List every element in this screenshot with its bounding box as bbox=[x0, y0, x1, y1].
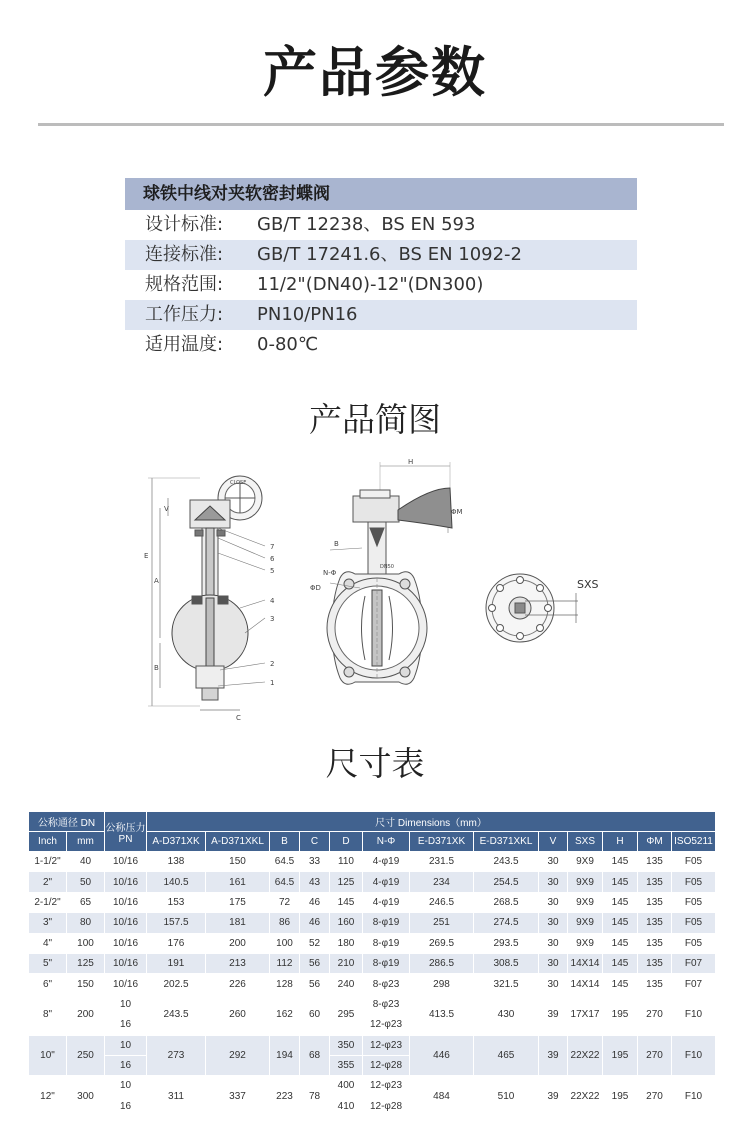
table-row bbox=[29, 913, 716, 933]
table-cell: 125 bbox=[330, 872, 363, 892]
table-cell: 413.5 bbox=[410, 994, 474, 1035]
dimension-label: N-Φ bbox=[323, 569, 337, 577]
table-cell: 10/16 bbox=[105, 953, 147, 973]
table-cell: 12-φ23 bbox=[363, 1035, 410, 1055]
table-cell: 195 bbox=[603, 1076, 638, 1117]
table-cell: 2" bbox=[29, 872, 67, 892]
flange-label: SXS bbox=[577, 578, 599, 591]
spec-row-connection-standard bbox=[125, 240, 637, 270]
table-cell: 2-1/2" bbox=[29, 892, 67, 912]
table-cell: 72 bbox=[270, 892, 300, 912]
table-cell: 446 bbox=[410, 1035, 474, 1076]
table-cell: 9X9 bbox=[568, 913, 603, 933]
table-cell: F10 bbox=[672, 1076, 716, 1117]
table-cell: 30 bbox=[539, 953, 568, 973]
table-cell: 254.5 bbox=[474, 872, 539, 892]
table-cell: 162 bbox=[270, 994, 300, 1035]
table-cell: 65 bbox=[67, 892, 105, 912]
table-cell: 321.5 bbox=[474, 974, 539, 994]
table-cell: 60 bbox=[300, 994, 330, 1035]
table-cell: 260 bbox=[206, 994, 270, 1035]
table-cell: 195 bbox=[603, 1035, 638, 1076]
part-number: 1 bbox=[270, 679, 275, 687]
table-row bbox=[29, 953, 716, 973]
spec-value: PN10/PN16 bbox=[257, 304, 358, 325]
table-cell: 56 bbox=[300, 953, 330, 973]
table-cell: 274.5 bbox=[474, 913, 539, 933]
dimension-label: ΦM bbox=[451, 508, 463, 516]
table-cell: 150 bbox=[67, 974, 105, 994]
table-cell: 56 bbox=[300, 974, 330, 994]
table-cell: 16 bbox=[105, 1015, 147, 1035]
table-cell: 52 bbox=[300, 933, 330, 953]
table-cell: 10 bbox=[105, 1076, 147, 1096]
table-cell: 145 bbox=[603, 852, 638, 872]
part-number: 2 bbox=[270, 660, 275, 668]
table-cell: 9X9 bbox=[568, 892, 603, 912]
table-cell: 191 bbox=[147, 953, 206, 973]
table-cell: 10/16 bbox=[105, 913, 147, 933]
column-header: H bbox=[603, 832, 638, 852]
handwheel-text: CLOSE bbox=[230, 480, 247, 486]
table-cell: 100 bbox=[67, 933, 105, 953]
table-row bbox=[29, 994, 716, 1014]
table-cell: 10/16 bbox=[105, 974, 147, 994]
spec-value: 11/2"(DN40)-12"(DN300) bbox=[257, 274, 484, 295]
table-cell: 251 bbox=[410, 913, 474, 933]
dimension-label: A bbox=[154, 577, 159, 585]
table-cell: 240 bbox=[330, 974, 363, 994]
column-header: V bbox=[539, 832, 568, 852]
dimension-label: V bbox=[164, 505, 169, 513]
table-cell: 145 bbox=[330, 892, 363, 912]
table-row bbox=[29, 892, 716, 912]
page-title: 产品参数 bbox=[263, 41, 487, 104]
table-cell: 125 bbox=[67, 953, 105, 973]
column-header: D bbox=[330, 832, 363, 852]
table-cell: 181 bbox=[206, 913, 270, 933]
valve-diagram bbox=[140, 458, 610, 728]
table-cell: 39 bbox=[539, 1035, 568, 1076]
table-cell: 3" bbox=[29, 913, 67, 933]
table-cell: 138 bbox=[147, 852, 206, 872]
nameplate-text: DN50 bbox=[380, 564, 394, 570]
table-cell: 10" bbox=[29, 1035, 67, 1076]
title-divider bbox=[38, 123, 724, 126]
table-cell: 157.5 bbox=[147, 913, 206, 933]
part-number: 7 bbox=[270, 543, 275, 551]
table-cell: 400 bbox=[330, 1076, 363, 1096]
table-cell: 250 bbox=[67, 1035, 105, 1076]
table-cell: 30 bbox=[539, 892, 568, 912]
column-header: ISO5211 bbox=[672, 832, 716, 852]
table-cell: 484 bbox=[410, 1076, 474, 1117]
table-cell: 30 bbox=[539, 933, 568, 953]
table-cell: 430 bbox=[474, 994, 539, 1035]
table-cell: 8-φ23 bbox=[363, 974, 410, 994]
part-number: 5 bbox=[270, 567, 275, 575]
table-cell: 39 bbox=[539, 1076, 568, 1117]
table-cell: 5" bbox=[29, 953, 67, 973]
spec-table bbox=[125, 178, 637, 360]
table-cell: 10/16 bbox=[105, 892, 147, 912]
table-cell: F05 bbox=[672, 933, 716, 953]
spec-row-size-range bbox=[125, 270, 637, 300]
table-cell: 135 bbox=[638, 953, 672, 973]
header-pn-text: 公称压力 bbox=[105, 822, 146, 834]
table-cell: 10/16 bbox=[105, 872, 147, 892]
table-cell: 12" bbox=[29, 1076, 67, 1117]
table-cell: 78 bbox=[300, 1076, 330, 1117]
table-cell: F05 bbox=[672, 913, 716, 933]
header-pn-unit: PN bbox=[118, 833, 133, 845]
table-cell: 46 bbox=[300, 913, 330, 933]
table-cell: 226 bbox=[206, 974, 270, 994]
table-cell: 175 bbox=[206, 892, 270, 912]
table-cell: 337 bbox=[206, 1076, 270, 1117]
dimension-label: ΦD bbox=[310, 584, 321, 592]
table-cell: 246.5 bbox=[410, 892, 474, 912]
table-cell: 200 bbox=[206, 933, 270, 953]
table-cell: 286.5 bbox=[410, 953, 474, 973]
table-cell: 153 bbox=[147, 892, 206, 912]
table-cell: 30 bbox=[539, 974, 568, 994]
table-cell: 145 bbox=[603, 953, 638, 973]
table-cell: 213 bbox=[206, 953, 270, 973]
table-cell: 4" bbox=[29, 933, 67, 953]
table-cell: 202.5 bbox=[147, 974, 206, 994]
table-cell: 4-φ19 bbox=[363, 872, 410, 892]
spec-label: 连接标准: bbox=[145, 244, 224, 265]
table-cell: 135 bbox=[638, 913, 672, 933]
table-cell: 64.5 bbox=[270, 852, 300, 872]
table-cell: 33 bbox=[300, 852, 330, 872]
spec-row-temperature bbox=[125, 330, 637, 360]
table-cell: 160 bbox=[330, 913, 363, 933]
table-cell: 145 bbox=[603, 872, 638, 892]
table-cell: 270 bbox=[638, 1076, 672, 1117]
dimensions-table bbox=[28, 811, 716, 1117]
table-cell: 86 bbox=[270, 913, 300, 933]
table-cell: 10 bbox=[105, 994, 147, 1014]
table-cell: 292 bbox=[206, 1035, 270, 1076]
table-cell: 100 bbox=[270, 933, 300, 953]
table-cell: 293.5 bbox=[474, 933, 539, 953]
table-cell: 10 bbox=[105, 1035, 147, 1055]
table-cell: 128 bbox=[270, 974, 300, 994]
table-row bbox=[29, 1076, 716, 1096]
table-cell: 269.5 bbox=[410, 933, 474, 953]
table-cell: F05 bbox=[672, 892, 716, 912]
table-body bbox=[29, 852, 716, 1117]
table-cell: 16 bbox=[105, 1055, 147, 1075]
table-cell: F10 bbox=[672, 994, 716, 1035]
header-dn: 公称通径 DN bbox=[29, 812, 105, 832]
table-cell: 14X14 bbox=[568, 974, 603, 994]
column-header: E-D371XK bbox=[410, 832, 474, 852]
table-cell: 145 bbox=[603, 974, 638, 994]
spec-label: 设计标准: bbox=[145, 214, 224, 235]
table-cell: 350 bbox=[330, 1035, 363, 1055]
table-cell: 22X22 bbox=[568, 1035, 603, 1076]
column-header: mm bbox=[67, 832, 105, 852]
table-cell: 300 bbox=[67, 1076, 105, 1117]
table-row bbox=[29, 933, 716, 953]
table-cell: F05 bbox=[672, 852, 716, 872]
dimension-label: B bbox=[334, 540, 339, 548]
column-header: A-D371XKL bbox=[206, 832, 270, 852]
spec-label: 适用温度: bbox=[145, 334, 224, 355]
table-cell: 30 bbox=[539, 852, 568, 872]
table-cell: F07 bbox=[672, 974, 716, 994]
spec-label: 工作压力: bbox=[145, 304, 224, 325]
table-cell: 112 bbox=[270, 953, 300, 973]
table-cell: F07 bbox=[672, 953, 716, 973]
table-cell: 161 bbox=[206, 872, 270, 892]
header-dimensions: 尺寸 Dimensions（mm） bbox=[147, 812, 716, 832]
table-row bbox=[29, 1035, 716, 1055]
table-cell: 270 bbox=[638, 994, 672, 1035]
table-cell: 150 bbox=[206, 852, 270, 872]
table-cell: 17X17 bbox=[568, 994, 603, 1035]
spec-header: 球铁中线对夹软密封蝶阀 bbox=[125, 178, 637, 210]
dimension-label: E bbox=[144, 552, 149, 560]
column-header: B bbox=[270, 832, 300, 852]
table-cell: 12-φ28 bbox=[363, 1096, 410, 1116]
table-cell: 145 bbox=[603, 913, 638, 933]
table-cell: 8" bbox=[29, 994, 67, 1035]
table-cell: 9X9 bbox=[568, 933, 603, 953]
diagram-title: 产品简图 bbox=[309, 400, 441, 439]
table-cell: 195 bbox=[603, 994, 638, 1035]
table-cell: 9X9 bbox=[568, 872, 603, 892]
table-cell: 50 bbox=[67, 872, 105, 892]
flange-view bbox=[486, 574, 578, 642]
table-cell: 200 bbox=[67, 994, 105, 1035]
column-header: A-D371XK bbox=[147, 832, 206, 852]
table-cell: 234 bbox=[410, 872, 474, 892]
table-cell: 8-φ23 bbox=[363, 994, 410, 1014]
part-number: 4 bbox=[270, 597, 275, 605]
table-row bbox=[29, 852, 716, 872]
table-cell: F05 bbox=[672, 872, 716, 892]
table-cell: 64.5 bbox=[270, 872, 300, 892]
table-cell: 176 bbox=[147, 933, 206, 953]
table-row bbox=[29, 974, 716, 994]
table-cell: 12-φ23 bbox=[363, 1015, 410, 1035]
table-cell: 243.5 bbox=[474, 852, 539, 872]
table-cell: 8-φ19 bbox=[363, 953, 410, 973]
spec-row-design-standard bbox=[125, 210, 637, 240]
spec-row-working-pressure bbox=[125, 300, 637, 330]
table-cell: 273 bbox=[147, 1035, 206, 1076]
table-cell: 194 bbox=[270, 1035, 300, 1076]
spec-value: GB/T 17241.6、BS EN 1092-2 bbox=[257, 244, 523, 265]
part-number: 6 bbox=[270, 555, 275, 563]
table-cell: 510 bbox=[474, 1076, 539, 1117]
table-cell: 210 bbox=[330, 953, 363, 973]
table-cell: 145 bbox=[603, 933, 638, 953]
table-header-row bbox=[29, 812, 716, 832]
table-cell: 410 bbox=[330, 1096, 363, 1116]
table-cell: 22X22 bbox=[568, 1076, 603, 1117]
table-cell: 30 bbox=[539, 913, 568, 933]
table-cell: 223 bbox=[270, 1076, 300, 1117]
table-cell: 1-1/2" bbox=[29, 852, 67, 872]
column-header: E-D371XKL bbox=[474, 832, 539, 852]
spec-value: GB/T 12238、BS EN 593 bbox=[257, 214, 476, 235]
table-cell: 16 bbox=[105, 1096, 147, 1116]
dimension-label: C bbox=[236, 714, 241, 722]
column-header: ΦM bbox=[638, 832, 672, 852]
table-cell: 135 bbox=[638, 872, 672, 892]
table-cell: 80 bbox=[67, 913, 105, 933]
dimension-label: B bbox=[154, 664, 159, 672]
table-cell: 140.5 bbox=[147, 872, 206, 892]
table-cell: 14X14 bbox=[568, 953, 603, 973]
table-cell: 295 bbox=[330, 994, 363, 1035]
table-cell: 68 bbox=[300, 1035, 330, 1076]
spec-value: 0-80℃ bbox=[257, 334, 319, 355]
table-cell: 4-φ19 bbox=[363, 892, 410, 912]
table-cell: 180 bbox=[330, 933, 363, 953]
table-cell: 308.5 bbox=[474, 953, 539, 973]
dimension-label: H bbox=[408, 458, 414, 466]
table-cell: 135 bbox=[638, 852, 672, 872]
table-cell: 12-φ28 bbox=[363, 1055, 410, 1075]
table-cell: 231.5 bbox=[410, 852, 474, 872]
table-cell: 10/16 bbox=[105, 852, 147, 872]
table-cell: 8-φ19 bbox=[363, 913, 410, 933]
table-cell: 8-φ19 bbox=[363, 933, 410, 953]
table-cell: 43 bbox=[300, 872, 330, 892]
table-title: 尺寸表 bbox=[325, 744, 425, 783]
header-pn bbox=[105, 812, 147, 852]
table-cell: 10/16 bbox=[105, 933, 147, 953]
table-cell: 110 bbox=[330, 852, 363, 872]
table-cell: 40 bbox=[67, 852, 105, 872]
table-cell: 268.5 bbox=[474, 892, 539, 912]
table-cell: 135 bbox=[638, 933, 672, 953]
table-cell: 4-φ19 bbox=[363, 852, 410, 872]
table-cell: 6" bbox=[29, 974, 67, 994]
table-cell: 145 bbox=[603, 892, 638, 912]
part-number: 3 bbox=[270, 615, 275, 623]
table-cell: F10 bbox=[672, 1035, 716, 1076]
table-cell: 39 bbox=[539, 994, 568, 1035]
column-header: C bbox=[300, 832, 330, 852]
table-cell: 9X9 bbox=[568, 852, 603, 872]
front-view bbox=[327, 462, 452, 684]
table-cell: 298 bbox=[410, 974, 474, 994]
table-cell: 135 bbox=[638, 892, 672, 912]
table-cell: 135 bbox=[638, 974, 672, 994]
table-cell: 465 bbox=[474, 1035, 539, 1076]
table-cell: 12-φ23 bbox=[363, 1076, 410, 1096]
table-cell: 270 bbox=[638, 1035, 672, 1076]
table-cell: 243.5 bbox=[147, 994, 206, 1035]
column-header: N-Φ bbox=[363, 832, 410, 852]
table-row bbox=[29, 872, 716, 892]
column-header: Inch bbox=[29, 832, 67, 852]
table-cell: 355 bbox=[330, 1055, 363, 1075]
table-cell: 30 bbox=[539, 872, 568, 892]
table-cell: 46 bbox=[300, 892, 330, 912]
column-header: SXS bbox=[568, 832, 603, 852]
spec-label: 规格范围: bbox=[145, 274, 224, 295]
table-cell: 311 bbox=[147, 1076, 206, 1117]
